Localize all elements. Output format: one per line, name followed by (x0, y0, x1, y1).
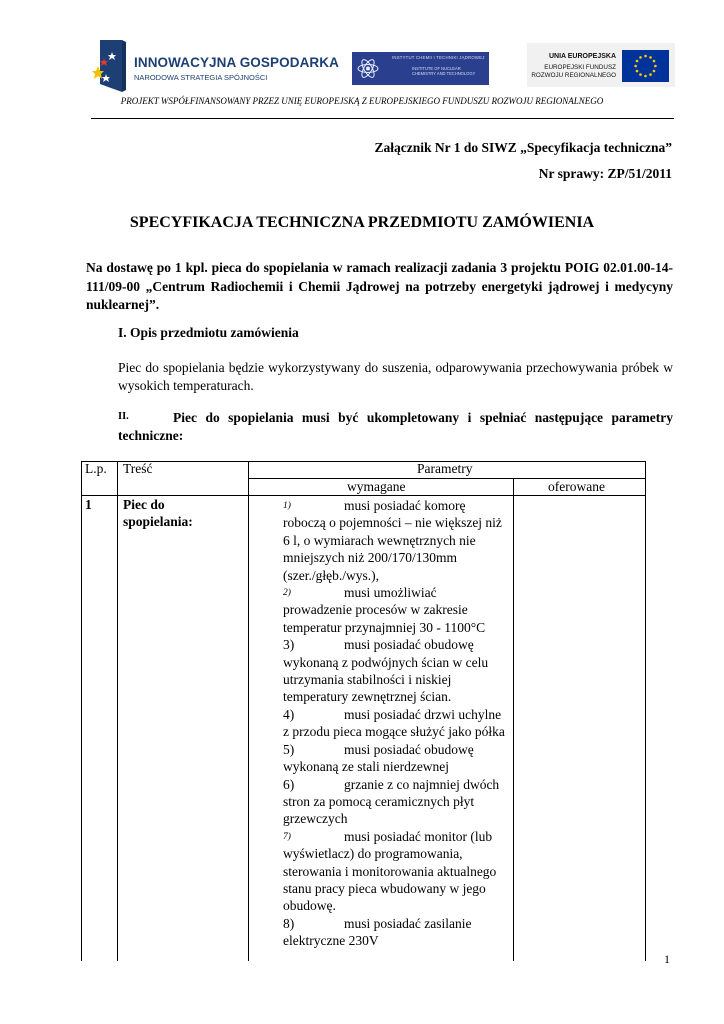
list-item-number: 3) (283, 637, 295, 653)
list-item-number: 2) (283, 588, 291, 599)
header-divider (91, 118, 674, 119)
list-item-text: musi posiadać komorę roboczą o pojemności – nie większej niż 6 l, o wymiarach wewnętrznych nie mniejszych niż 200/170/130mm (szer./głęb./wys.), (283, 498, 502, 583)
eu-flag-icon (622, 50, 669, 82)
column-header-offered: oferowane (548, 479, 605, 494)
ichtj-name-pl: INSTYTUT CHEMII I TECHNIKI JĄDROWEJ (392, 55, 485, 60)
list-item-number: 1) (283, 501, 291, 511)
page-number: 1 (664, 952, 670, 966)
innowacyjna-gospodarka-subtitle: NARODOWA STRATEGIA SPÓJNOŚCI (134, 73, 268, 82)
annex-title: Załącznik Nr 1 do SIWZ „Specyfikacja techniczna” (374, 140, 672, 155)
row-1-lp: 1 (85, 497, 92, 512)
section-1-text: Piec do spopielania będzie wykorzystywany do suszenia, odparowywania przechowywania próbek w wysokich temperaturach. (118, 360, 673, 393)
list-item (283, 636, 508, 706)
list-item (283, 741, 508, 776)
section-2-heading: Piec do spopielania musi być ukompletowany i spełniać następujące parametry techniczne: (118, 410, 673, 443)
list-item (283, 828, 508, 915)
ichtj-logo (352, 52, 489, 85)
list-item-number: 8) (283, 915, 295, 931)
column-header-required: wymagane (347, 479, 406, 494)
list-item-text: musi posiadać drzwi uchylne z przodu pieca mogące służyć jako półka (283, 706, 505, 740)
project-cofinancing-line: PROJEKT WSPÓŁFINANSOWANY PRZEZ UNIĘ EUROPEJSKĄ Z EUROPEJSKIEGO FUNDUSZU ROZWOJU REGIONALNEGO (120, 96, 604, 106)
innowacyjna-gospodarka-title: INNOWACYJNA GOSPODARKA (134, 55, 339, 70)
list-item (283, 915, 508, 950)
list-item (283, 497, 508, 584)
list-item (283, 776, 508, 828)
innowacyjna-gospodarka-flag-icon (92, 40, 126, 92)
list-item-text: musi posiadać obudowę wykonaną ze stali nierdzewnej (283, 741, 474, 775)
row-1-name-line1: Piec do (123, 497, 165, 512)
column-header-content: Treść (123, 461, 153, 476)
column-header-params: Parametry (417, 461, 473, 476)
eu-logo-line3: ROZWOJU REGIONALNEGO (531, 72, 616, 79)
list-item-text: grzanie z co najmniej dwóch stron za pomocą ceramicznych płyt grzewczych (283, 776, 500, 827)
list-item-number: 4) (283, 706, 295, 722)
ichtj-atom-icon (356, 56, 380, 81)
list-item (283, 706, 508, 741)
list-item-text: musi posiadać zasilanie elektryczne 230V (283, 915, 472, 949)
row-1-name-line2: spopielania: (123, 514, 193, 529)
eu-logo-line1: UNIA EUROPEJSKA (548, 53, 616, 60)
intro-paragraph: Na dostawę po 1 kpl. pieca do spopielania w ramach realizacji zadania 3 projektu POIG 02.01.00-14-111/09-00 „Centrum Radiochemii i Chemii Jądrowej na potrzeby energetyki jądrowej i medycyny nuklearnej”. (86, 260, 673, 312)
list-item-number: 6) (283, 776, 295, 792)
column-header-lp: L.p. (85, 461, 107, 476)
list-item-number: 5) (283, 741, 295, 757)
page-title: SPECYFIKACJA TECHNICZNA PRZEDMIOTU ZAMÓWIENIA (129, 214, 595, 231)
section-2-number: II. (118, 411, 129, 422)
eu-logo-line2: EUROPEJSKI FUNDUSZ (544, 64, 616, 71)
list-item-number: 7) (283, 831, 291, 842)
list-item-text: musi posiadać monitor (lub wyświetlacz) do programowania, sterowania i monitorowania aktualnego stanu pracy pieca wbudowany w jego obudowę. (283, 828, 497, 914)
case-number: Nr sprawy: ZP/51/2011 (538, 166, 672, 181)
section-1-heading: I. Opis przedmiotu zamówienia (118, 325, 299, 340)
required-parameters-list (283, 497, 508, 950)
list-item-text: musi umożliwiać prowadzenie procesów w zakresie temperatur przynajmniej 30 - 1100°C (283, 585, 486, 635)
ichtj-name-en: INSTITUTE OF NUCLEAR CHEMISTRY AND TECHNOLOGY (412, 66, 476, 76)
list-item-text: musi posiadać obudowę wykonaną z podwójnych ścian w celu utrzymania stabilności i niskiej temperatury zewnętrznej ścian. (283, 637, 489, 705)
eu-logo (527, 43, 675, 87)
innowacyjna-gospodarka-logo (92, 40, 339, 92)
list-item (283, 584, 508, 636)
